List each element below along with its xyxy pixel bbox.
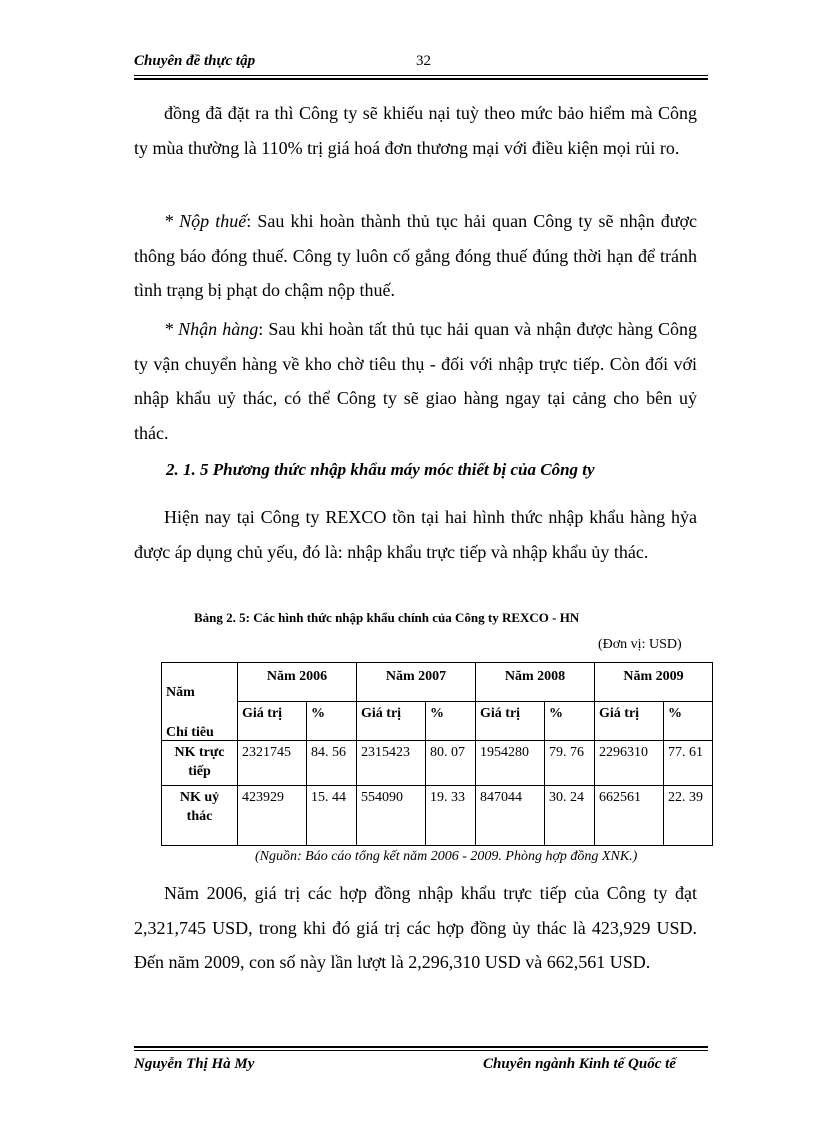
receiving-text: : Sau khi hoàn tất thủ tục hải quan và nhận được hàng Công ty vận chuyển hàng về kho chờ tiêu thụ - đối với nhập trực tiếp. Còn đối với nhập khẩu uỷ thác, có thể Công ty sẽ giao hàng ngay tại cảng cho bên uỷ thác. — [134, 319, 697, 443]
table-source: (Nguồn: Báo cáo tổng kết năm 2006 - 2009. Phòng hợp đồng XNK.) — [255, 849, 638, 864]
table-row — [162, 786, 713, 846]
percent-cell: 84. 56 — [307, 741, 357, 786]
year-header: Năm 2009 — [595, 663, 713, 702]
percent-cell: 15. 44 — [307, 786, 357, 846]
value-cell: 2296310 — [595, 741, 664, 786]
import-table — [161, 662, 713, 846]
paragraph-receiving — [134, 312, 697, 450]
percent-header: % — [426, 702, 476, 741]
page-header — [134, 53, 708, 77]
paragraph-insurance — [134, 96, 697, 165]
value-header: Giá trị — [595, 702, 664, 741]
value-header: Giá trị — [357, 702, 426, 741]
value-cell: 2321745 — [238, 741, 307, 786]
value-cell: 554090 — [357, 786, 426, 846]
value-cell: 423929 — [238, 786, 307, 846]
value-cell: 1954280 — [476, 741, 545, 786]
tax-text: : Sau khi hoàn thành thủ tục hải quan Công ty sẽ nhận được thông báo đóng thuế. Công ty luôn cố gắng đóng thuế đúng thời hạn để tránh tình trạng bị phạt do chậm nộp thuế. — [134, 211, 697, 300]
paragraph-summary — [134, 876, 697, 980]
percent-cell: 77. 61 — [664, 741, 713, 786]
percent-cell: 79. 76 — [545, 741, 595, 786]
paragraph-import-methods-text: Hiện nay tại Công ty REXCO tồn tại hai hình thức nhập khẩu hàng hỷa được áp dụng chủ yếu, đó là: nhập khẩu trực tiếp và nhập khẩu ủy thác. — [134, 507, 697, 562]
percent-cell: 30. 24 — [545, 786, 595, 846]
table-row — [162, 741, 713, 786]
footer-author: Nguyễn Thị Hà My — [134, 1056, 255, 1072]
tax-label: * Nộp thuế — [164, 211, 247, 231]
year-header: Năm 2006 — [238, 663, 357, 702]
footer-rule-thick — [134, 1046, 708, 1048]
percent-cell: 80. 07 — [426, 741, 476, 786]
section-heading: 2. 1. 5 Phương thức nhập khẩu máy móc thiết bị của Công ty — [166, 460, 595, 479]
paragraph-import-methods — [134, 500, 697, 569]
value-header: Giá trị — [238, 702, 307, 741]
row-label: NK trực tiếp — [162, 741, 238, 786]
header-title: Chuyên đề thực tập — [134, 53, 256, 69]
footer-rule-thin — [134, 1050, 708, 1051]
percent-cell: 22. 39 — [664, 786, 713, 846]
percent-cell: 19. 33 — [426, 786, 476, 846]
table-caption: Bảng 2. 5: Các hình thức nhập khẩu chính của Công ty REXCO - HN — [194, 610, 580, 625]
header-rule-thin — [134, 75, 708, 76]
header-rule-thick — [134, 78, 708, 80]
value-cell: 2315423 — [357, 741, 426, 786]
table-unit: (Đơn vị: USD) — [598, 637, 682, 652]
corner-year-label: Năm — [166, 685, 195, 700]
value-cell: 662561 — [595, 786, 664, 846]
table-corner-cell — [162, 663, 238, 741]
receiving-label: * Nhận hàng — [164, 319, 259, 339]
row-label: NK uỷ thác — [162, 786, 238, 846]
value-cell: 847044 — [476, 786, 545, 846]
paragraph-insurance-text: đồng đã đặt ra thì Công ty sẽ khiếu nại tuỳ theo mức bảo hiểm mà Công ty mùa thường là 110% trị giá hoá đơn thương mại với điều kiện mọi rủi ro. — [134, 103, 697, 158]
percent-header: % — [664, 702, 713, 741]
paragraph-summary-text: Năm 2006, giá trị các hợp đồng nhập khẩu trực tiếp của Công ty đạt 2,321,745 USD, trong khi đó giá trị các hợp đồng ủy thác là 423,929 USD. Đến năm 2009, con số này lần lượt là 2,296,310 USD và 662,561 USD. — [134, 883, 697, 972]
value-header: Giá trị — [476, 702, 545, 741]
percent-header: % — [545, 702, 595, 741]
corner-indicator-label: Chỉ tiêu — [166, 725, 214, 740]
paragraph-tax — [134, 204, 697, 308]
page-number: 32 — [416, 53, 431, 69]
footer-major: Chuyên ngành Kinh tế Quốc tế — [483, 1056, 676, 1072]
year-header: Năm 2007 — [357, 663, 476, 702]
year-header: Năm 2008 — [476, 663, 595, 702]
percent-header: % — [307, 702, 357, 741]
